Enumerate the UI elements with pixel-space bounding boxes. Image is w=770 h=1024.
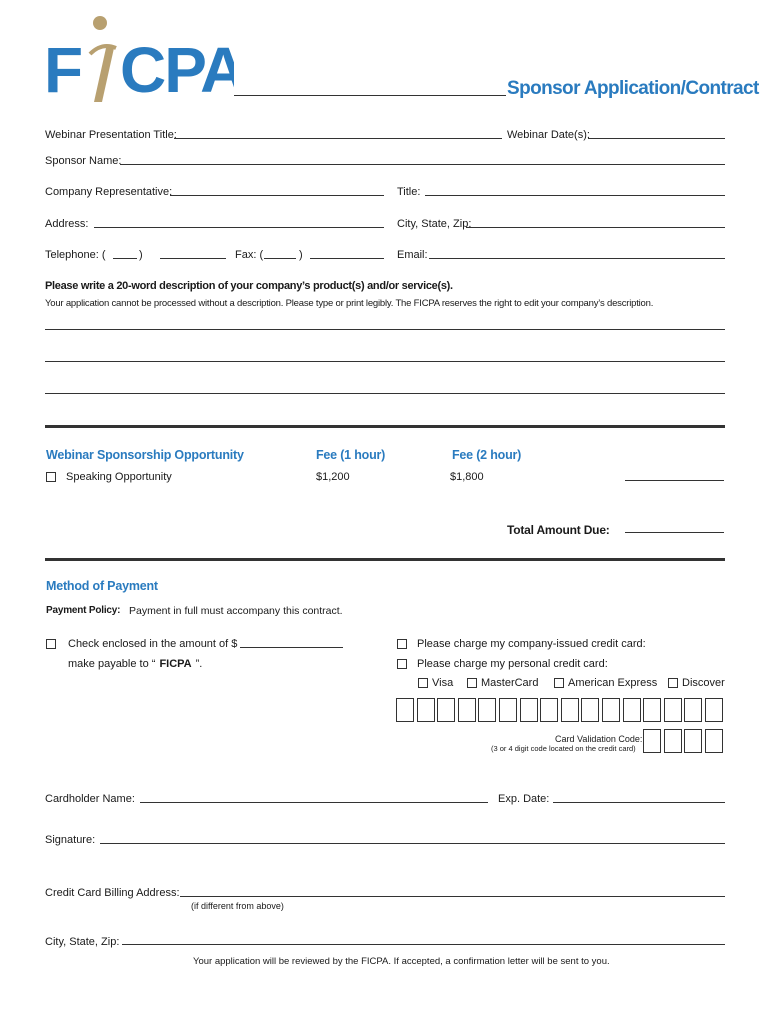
check-enclosed-label: Check enclosed in the amount of $ bbox=[68, 638, 238, 650]
card-number-digit-box[interactable] bbox=[540, 698, 558, 722]
company-card-checkbox[interactable] bbox=[397, 639, 407, 649]
billing-address-label: Credit Card Billing Address: bbox=[45, 887, 180, 899]
sponsor-name-label: Sponsor Name: bbox=[45, 155, 122, 167]
company-card-label: Please charge my company-issued credit card: bbox=[417, 638, 646, 650]
payable-prefix: make payable to “ bbox=[68, 658, 156, 670]
webinar-title-field[interactable] bbox=[174, 138, 502, 139]
description-line-3[interactable] bbox=[45, 393, 725, 394]
sponsor-name-field[interactable] bbox=[120, 164, 725, 165]
amex-checkbox[interactable] bbox=[554, 678, 564, 688]
payment-policy-label: Payment Policy: bbox=[46, 605, 121, 616]
telephone-label: Telephone: ( bbox=[45, 249, 106, 261]
address-field[interactable] bbox=[94, 227, 384, 228]
check-enclosed-checkbox[interactable] bbox=[46, 639, 56, 649]
billing-address-field[interactable] bbox=[180, 896, 725, 897]
check-amount-field[interactable] bbox=[240, 647, 343, 648]
rep-title-label: Title: bbox=[397, 186, 421, 198]
cardholder-name-label: Cardholder Name: bbox=[45, 793, 135, 805]
card-number-digit-box[interactable] bbox=[499, 698, 517, 722]
card-number-digit-box[interactable] bbox=[561, 698, 579, 722]
payment-policy-text: Payment in full must accompany this contract. bbox=[129, 605, 343, 617]
payable-line bbox=[68, 658, 202, 670]
cvc-digit-box[interactable] bbox=[643, 729, 661, 753]
fee1-header: Fee (1 hour) bbox=[316, 448, 386, 462]
sponsorship-header: Webinar Sponsorship Opportunity bbox=[46, 448, 244, 462]
fee1-value: $1,200 bbox=[316, 471, 350, 483]
telephone-number-field[interactable] bbox=[160, 258, 226, 259]
payable-suffix: ”. bbox=[195, 658, 203, 670]
visa-label: Visa bbox=[432, 677, 454, 689]
card-number-digit-box[interactable] bbox=[684, 698, 702, 722]
section-divider-1 bbox=[45, 425, 725, 428]
footer-note: Your application will be reviewed by the FICPA. If accepted, a confirmation letter will be sent to you. bbox=[193, 956, 610, 967]
webinar-dates-field[interactable] bbox=[588, 138, 725, 139]
fee2-value: $1,800 bbox=[450, 471, 484, 483]
payment-header: Method of Payment bbox=[46, 579, 158, 593]
city-state-zip-field[interactable] bbox=[466, 227, 725, 228]
exp-date-label: Exp. Date: bbox=[498, 793, 550, 805]
description-prompt: Please write a 20-word description of your company’s product(s) and/or service(s). bbox=[45, 280, 453, 292]
fax-close-paren: ) bbox=[299, 249, 303, 261]
billing-city-field[interactable] bbox=[122, 944, 725, 945]
cvc-digit-box[interactable] bbox=[684, 729, 702, 753]
signature-label: Signature: bbox=[45, 834, 96, 846]
sponsorship-amount-field[interactable] bbox=[625, 480, 724, 481]
card-number-digit-box[interactable] bbox=[705, 698, 723, 722]
card-number-digit-box[interactable] bbox=[664, 698, 682, 722]
cvc-digit-box[interactable] bbox=[664, 729, 682, 753]
card-number-digit-box[interactable] bbox=[602, 698, 620, 722]
address-label: Address: bbox=[45, 218, 89, 230]
personal-card-checkbox[interactable] bbox=[397, 659, 407, 669]
card-number-digit-box[interactable] bbox=[581, 698, 599, 722]
svg-text:CPA: CPA bbox=[120, 34, 234, 106]
mastercard-checkbox[interactable] bbox=[467, 678, 477, 688]
section-divider-2 bbox=[45, 558, 725, 561]
billing-address-note: (if different from above) bbox=[191, 901, 284, 911]
total-amount-label: Total Amount Due: bbox=[507, 523, 610, 537]
total-amount-field[interactable] bbox=[625, 532, 724, 533]
ficpa-logo-mark bbox=[44, 14, 234, 106]
page-title: Sponsor Application/Contract bbox=[507, 78, 759, 99]
amex-label: American Express bbox=[568, 677, 658, 689]
card-number-digit-box[interactable] bbox=[478, 698, 496, 722]
cvc-digit-box[interactable] bbox=[705, 729, 723, 753]
email-label: Email: bbox=[397, 249, 428, 261]
card-number-digit-box[interactable] bbox=[417, 698, 435, 722]
cvc-label: Card Validation Code: bbox=[555, 734, 643, 744]
speaking-opportunity-checkbox[interactable] bbox=[46, 472, 56, 482]
fee2-header: Fee (2 hour) bbox=[452, 448, 522, 462]
cardholder-name-field[interactable] bbox=[140, 802, 488, 803]
card-number-digit-box[interactable] bbox=[520, 698, 538, 722]
city-state-zip-label: City, State, Zip: bbox=[397, 218, 472, 230]
webinar-dates-label: Webinar Date(s): bbox=[507, 129, 590, 141]
ficpa-logo bbox=[44, 14, 234, 106]
title-underline bbox=[234, 95, 506, 96]
email-field[interactable] bbox=[429, 258, 725, 259]
description-note: Your application cannot be processed without a description. Please type or print legibly. The FICPA reserves the right to edit your company’s description. bbox=[45, 298, 654, 309]
card-number-digit-box[interactable] bbox=[437, 698, 455, 722]
discover-checkbox[interactable] bbox=[668, 678, 678, 688]
personal-card-label: Please charge my personal credit card: bbox=[417, 658, 608, 670]
company-rep-field[interactable] bbox=[170, 195, 384, 196]
webinar-title-label: Webinar Presentation Title: bbox=[45, 129, 177, 141]
telephone-close-paren: ) bbox=[139, 249, 143, 261]
cvc-note: (3 or 4 digit code located on the credit card) bbox=[491, 744, 636, 753]
discover-label: Discover bbox=[682, 677, 725, 689]
visa-checkbox[interactable] bbox=[418, 678, 428, 688]
payable-name: FICPA bbox=[159, 658, 192, 670]
telephone-area-field[interactable] bbox=[113, 258, 137, 259]
company-rep-label: Company Representative: bbox=[45, 186, 173, 198]
card-number-digit-box[interactable] bbox=[458, 698, 476, 722]
card-number-digit-box[interactable] bbox=[623, 698, 641, 722]
mastercard-label: MasterCard bbox=[481, 677, 539, 689]
billing-city-label: City, State, Zip: bbox=[45, 936, 120, 948]
rep-title-field[interactable] bbox=[425, 195, 725, 196]
card-number-digit-box[interactable] bbox=[396, 698, 414, 722]
svg-text:F: F bbox=[44, 34, 81, 106]
speaking-opportunity-label: Speaking Opportunity bbox=[66, 471, 172, 483]
fax-area-field[interactable] bbox=[264, 258, 296, 259]
description-line-1[interactable] bbox=[45, 329, 725, 330]
description-line-2[interactable] bbox=[45, 361, 725, 362]
exp-date-field[interactable] bbox=[553, 802, 725, 803]
fax-label: Fax: ( bbox=[235, 249, 264, 261]
fax-number-field[interactable] bbox=[310, 258, 384, 259]
card-number-digit-box[interactable] bbox=[643, 698, 661, 722]
signature-field[interactable] bbox=[100, 843, 725, 844]
